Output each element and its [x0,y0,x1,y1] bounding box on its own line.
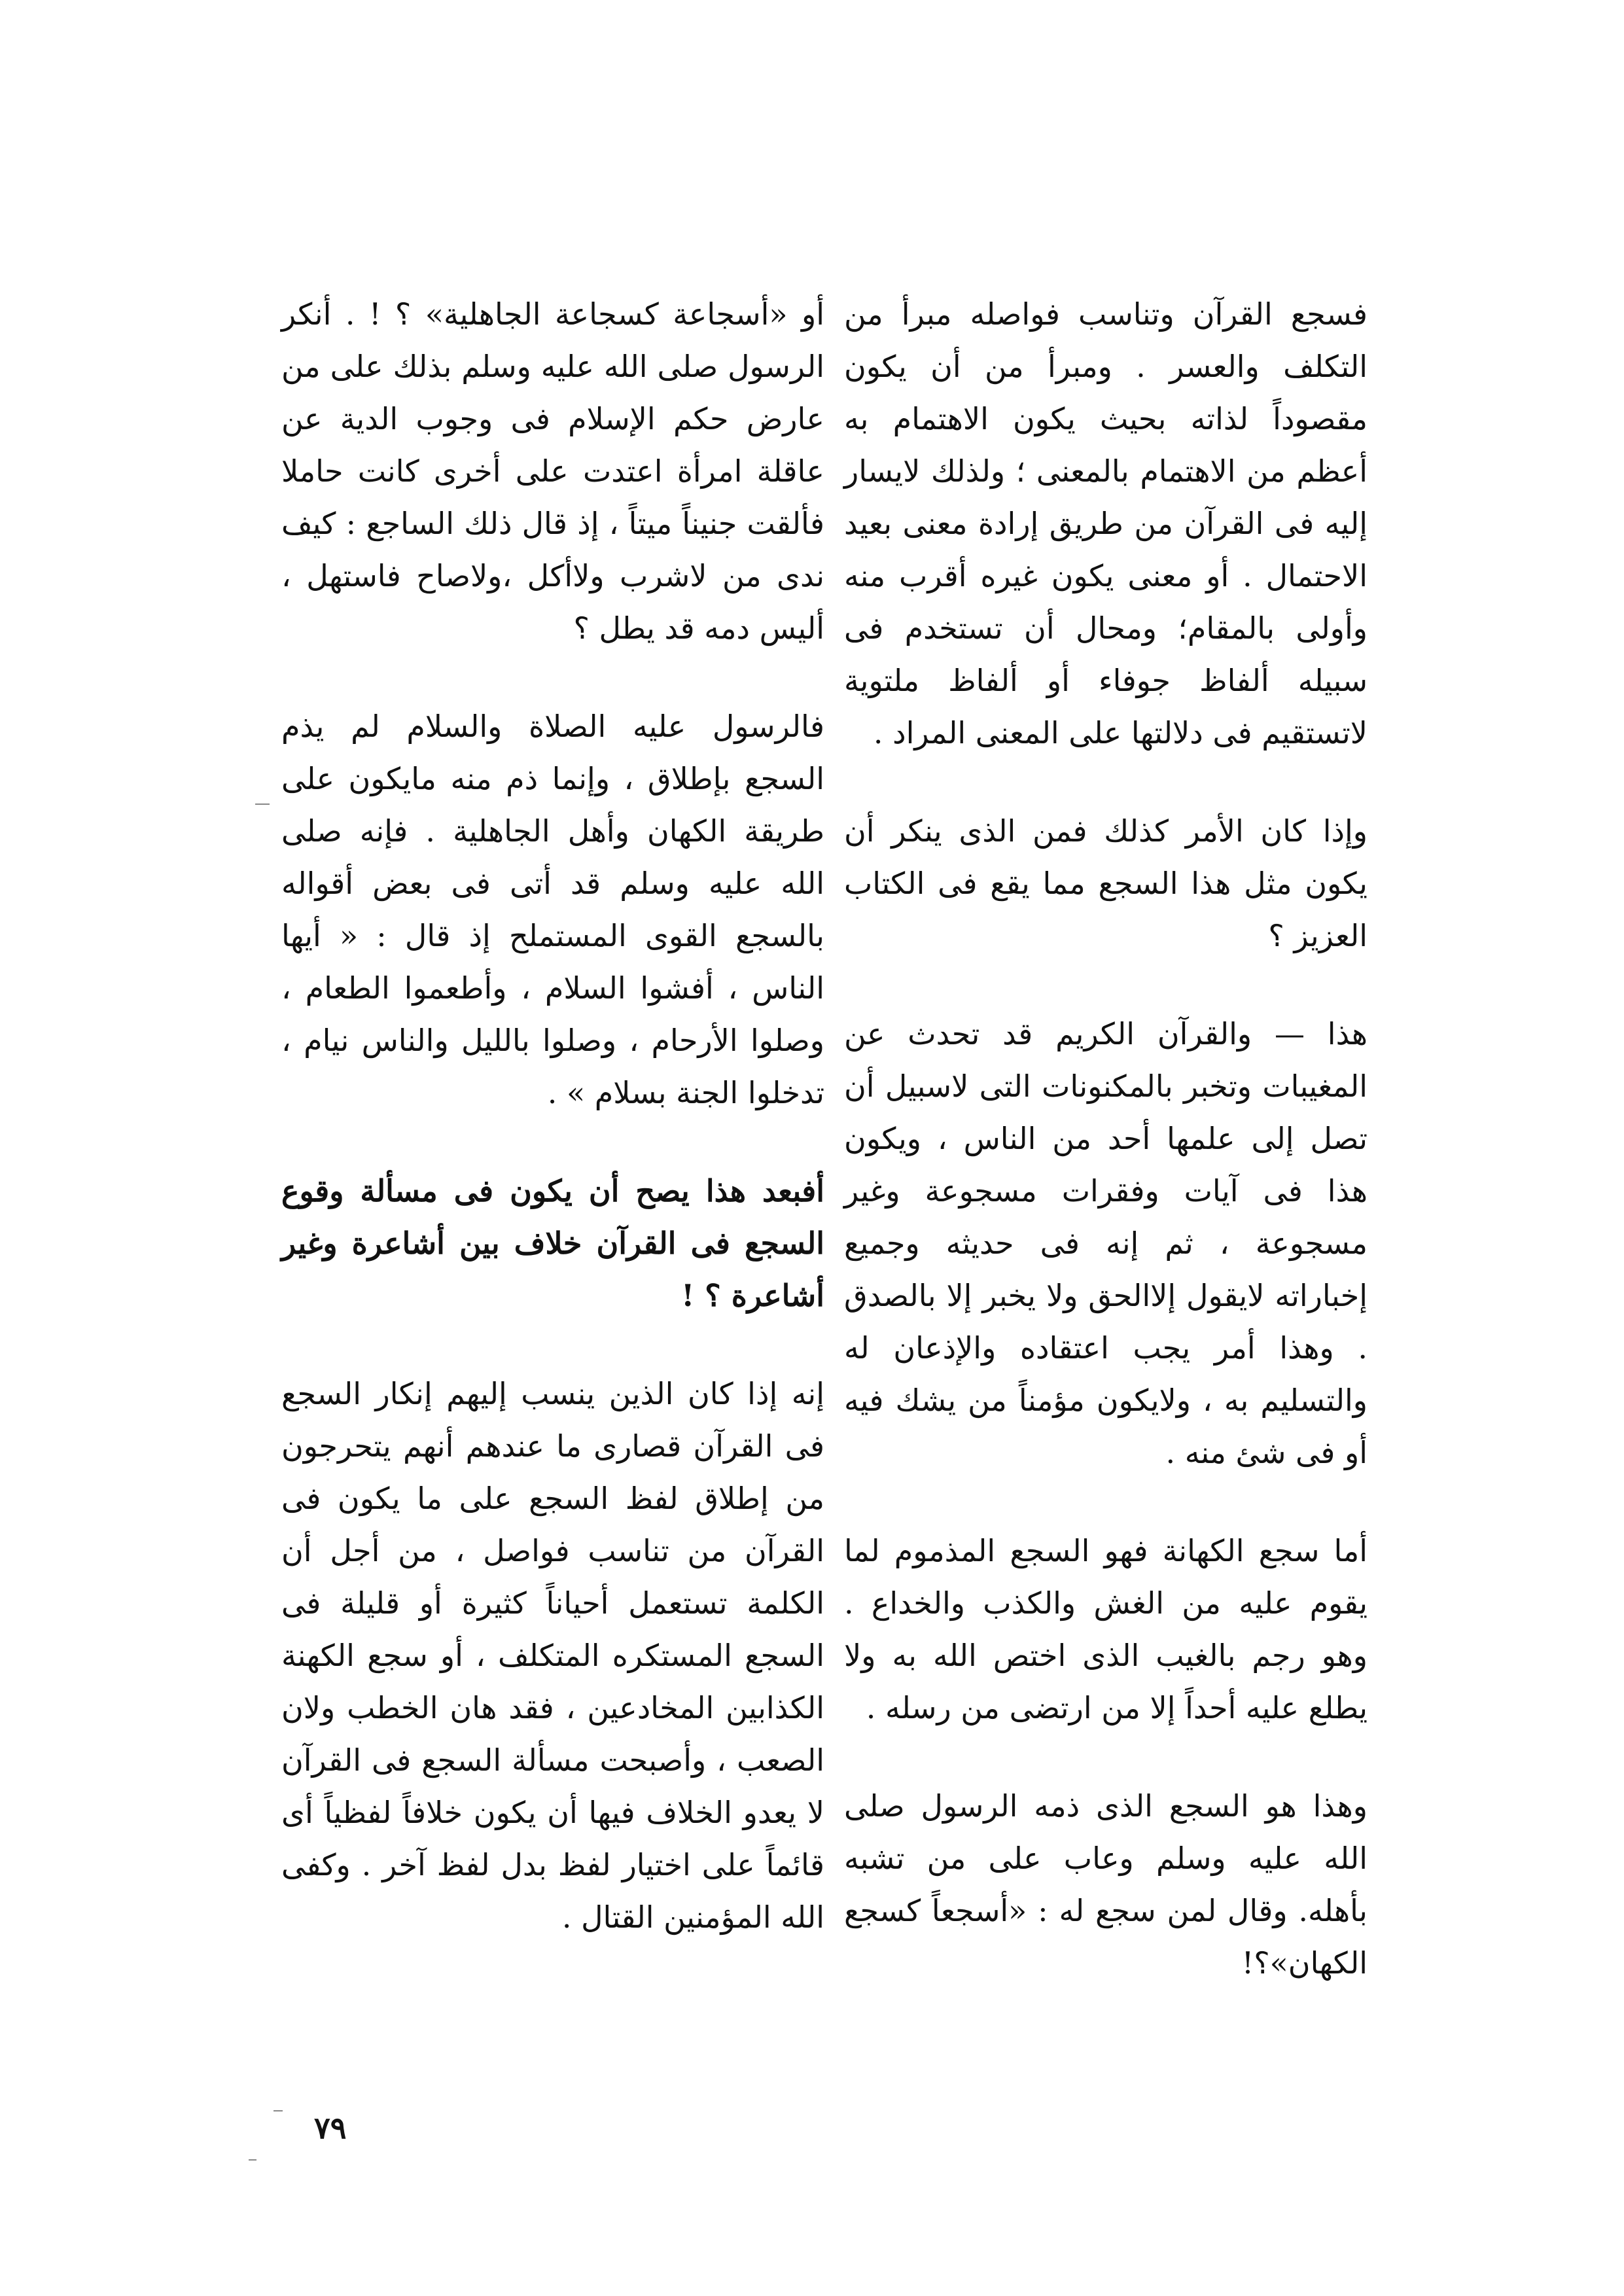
paragraph-rhyme-of-quran: فسجع القرآن وتناسب فواصله مبرأ من التكلف والعسر . ومبرأ من أن يكون مقصوداً لذاته بحيث يكون الاهتمام به أعظم من الاهتمام بالمعنى ؛ ولذلك لايسار إليه فى القرآن من طريق إرادة معنى بعيد الاحتمال . أو معنى يكون غيره أقرب منه وأولى بالمقام؛ ومحال أن تستخدم فى سبيله ألفاظ جوفاء أو ألفاظ ملتوية لاتستقيم فى دلالتها على المعنى المراد . [844,296,1368,751]
margin-tick-mark [249,2159,256,2161]
paragraph-soothsayer-rhyme: أما سجع الكهانة فهو السجع المذموم لما يقوم عليه من الغش والكذب والخداع . وهو رجم بالغيب الذى اختص الله به ولا يطلع عليه أحداً إلا من ارتضى من رسله . [844,1533,1368,1725]
margin-tick-mark [274,2110,283,2111]
page-number: ٧٩ [314,2110,347,2146]
paragraph-unseen-matters: هذا — والقرآن الكريم قد تحدث عن المغيبات وتخبر بالمكنونات التى لاسبيل أن تصل إلى علمها أحد من الناس ، ويكون هذا فى آيات وفقرات مسجوعة وغير مسجوعة ، ثم إنه فى حديثه وجميع إخباراته لايقول إلاالحق ولا يخبر إلا بالصدق . وهذا أمر يجب اعتقاده والإذعان له والتسليم به ، ولايكون مؤمناً من يشك فيه أو فى شئ منه . [844,1016,1368,1470]
paragraph-blood-money-story: أو «أسجاعة كسجاعة الجاهلية» ؟ ! . أنكر الرسول صلى الله عليه وسلم بذلك على من عارض حكم الإسلام فى وجوب الدية عن عاقلة امرأة اعتدت على أخرى كانت حاملا فألقت جنيناً ميتاً ، إذ قال ذلك الساجع : كيف ندى من لاشرب ولاأكل ،ولاصاح فاستهل ، أليس دمه قد يطل ؟ [281,296,824,646]
paragraph-prophet-rhyme-hadith: فالرسول عليه الصلاة والسلام لم يذم السجع بإطلاق ، وإنما ذم منه مايكون على طريقة الكهان وأهل الجاهلية . فإنه صلى الله عليه وسلم قد أتى فى بعض أقواله بالسجع القوى المستملح إذ قال : « أيها الناس ، أفشوا السلام ، وأطعموا الطعام ، وصلوا الأرحام ، وصلوا بالليل والناس نيام ، تدخلوا الجنة بسلام » . [281,709,824,1110]
right-text-column [844,288,1368,2035]
paragraph-prophet-criticism: وهذا هو السجع الذى ذمه الرسول صلى الله عليه وسلم وعاب على من تشبه بأهله. وقال لمن سجع له : «أسجعاً كسجع الكهان»؟! [844,1788,1368,1981]
margin-tick-mark [255,804,270,805]
left-text-column [281,288,824,1989]
paragraph-verbal-dispute: إنه إذا كان الذين ينسب إليهم إنكار السجع فى القرآن قصارى ما عندهم أنهم يتحرجون من إطلاق لفظ السجع على ما يكون فى القرآن من تناسب فواصل ، من أجل أن الكلمة تستعمل أحياناً كثيرة أو قليلة فى السجع المستكره المتكلف ، أو سجع الكهنة الكذابين المخادعين ، فقد هان الخطب ولان الصعب ، وأصبحت مسألة السجع فى القرآن لا يعدو الخلاف فيها أن يكون خلافاً لفظياً أى قائماً على اختيار لفظ بدل لفظ آخر . وكفى الله المؤمنين القتال . [281,1376,824,1935]
paragraph-question-dispute: أفبعد هذا يصح أن يكون فى مسألة وقوع السجع فى القرآن خلاف بين أشاعرة وغير أشاعرة ؟ ! [281,1173,824,1313]
paragraph-who-denies: وإذا كان الأمر كذلك فمن الذى ينكر أن يكون مثل هذا السجع مما يقع فى الكتاب العزيز ؟ [844,813,1368,953]
